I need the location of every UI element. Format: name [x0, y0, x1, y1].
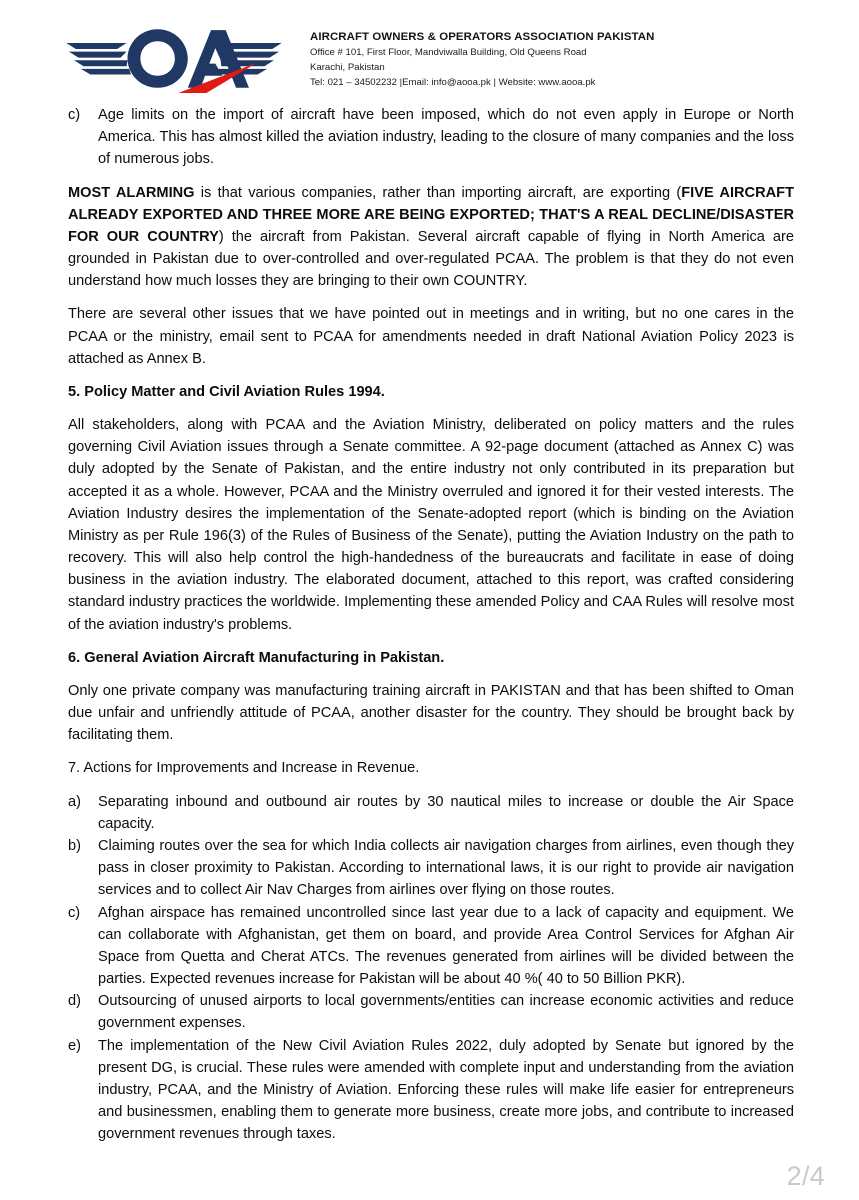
- organization-details: [310, 30, 859, 90]
- most-alarming-text-2: ) the aircraft from Pakistan. Several aircraft capable of flying in North America are grounded in Pakistan due to over-controlled and over-regulated PCAA. The problem is that they do not even understand how much losses they are bringing to their own COUNTRY.: [68, 228, 794, 290]
- most-alarming-lead: MOST ALARMING: [68, 184, 195, 201]
- office-address-line-1: Office # 101, First Floor, Mandviwalla Building, Old Queens Road: [310, 46, 587, 58]
- continued-list: [68, 104, 794, 171]
- office-address-line-2: Karachi, Pakistan: [310, 61, 385, 73]
- list-marker: c): [68, 107, 81, 123]
- most-alarming-text-1: is that various companies, rather than importing aircraft, are exporting (: [194, 184, 682, 201]
- paragraph-section-5: All stakeholders, along with PCAA and the Aviation Ministry, deliberated on policy matters and the rules governing Civil Aviation issues through a Senate committee. A 92-page document (attached as Annex C) was duly adopted by the Senate of Pakistan, and the entire industry not only contributed in its preparation but accepted it as a whole. However, PCAA and the Ministry overruled and ignored it for their vested interests. The Aviation Industry desires the implementation of the Senate-adopted report (which is binding on the Aviation Ministry as per Rule 196(3) of the Rules of Business of the Senate), putting the Aviation Industry on the path to recovery. This will also help control the high-handedness of the bureaucrats and facilitate in ease of doing business in the aviation industry. The elaborated document, attached to this report, was crafted considering standard industry practices the worldwide. Implementing these amended Policy and CAA Rules will resolve most of the aviation industry's problems.: [68, 417, 794, 633]
- list-item: [68, 791, 794, 835]
- list-marker: d): [68, 993, 81, 1010]
- actions-list: [68, 791, 794, 1146]
- list-marker: e): [68, 1037, 81, 1054]
- list-item-text: Outsourcing of unused airports to local governments/entities can increase economic activities and reduce government expenses.: [98, 993, 794, 1032]
- list-item-text: Claiming routes over the sea for which India collects air navigation charges from airlines, even though they pass in closer proximity to Pakistan. According to international laws, it is our right to provide air navigation services and to collect Air Nav Charges from airlines over flying on those routes.: [98, 837, 794, 899]
- contact-line: Tel: 021 – 34502232 |Email: info@aooa.pk | Website: www.aooa.pk: [310, 76, 596, 88]
- list-item-text: Afghan airspace has remained uncontrolled since last year due to a lack of capacity and equipment. We can collaborate with Afghanistan, get them on board, and provide Area Control Services for Afghan Air Space from Quetta and Cherat ATCs. The revenues generated from airlines will be divided between the parties. Expected revenues increase for Pakistan will be about 40 %( 40 to 50 Billion PKR).: [98, 904, 794, 988]
- list-item: [68, 835, 794, 902]
- list-item: [68, 1035, 794, 1146]
- list-item: [68, 902, 794, 991]
- heading-section-7: 7. Actions for Improvements and Increase in Revenue.: [68, 760, 420, 777]
- list-item: [68, 990, 794, 1034]
- paragraph-other-issues: There are several other issues that we have pointed out in meetings and in writing, but no one cares in the PCAA or the ministry, email sent to PCAA for amendments needed in draft National Aviation Policy 2023 is attached as Annex B.: [68, 306, 794, 367]
- list-marker: b): [68, 837, 81, 854]
- list-item-text: Age limits on the import of aircraft have been imposed, which do not even apply in Europe or North America. This has almost killed the aviation industry, leading to the closure of many companies and the loss of numerous jobs.: [98, 107, 794, 168]
- list-item: [68, 104, 794, 171]
- aooa-logo-icon: [62, 24, 286, 93]
- heading-section-5: 5. Policy Matter and Civil Aviation Rules 1994.: [68, 383, 385, 400]
- page-number: 2/4: [786, 1161, 825, 1191]
- most-alarming-emphasis: FIVE AIRCRAFT ALREADY EXPORTED AND THREE MORE ARE BEING EXPORTED; THAT'S A REAL DECLINE/DISASTER FOR OUR COUNTRY: [68, 184, 794, 245]
- list-marker: a): [68, 793, 81, 810]
- list-item-text: Separating inbound and outbound air routes by 30 nautical miles to increase or double the Air Space capacity.: [98, 793, 794, 832]
- document-body: [68, 104, 794, 1145]
- list-marker: c): [68, 904, 81, 921]
- paragraph-section-6: Only one private company was manufacturing training aircraft in PAKISTAN and that has been shifted to Oman due unfair and unfriendly attitude of PCAA, another disaster for the country. They should be brought back by facilitating them.: [68, 682, 794, 744]
- heading-section-6: 6. General Aviation Aircraft Manufacturing in Pakistan.: [68, 649, 445, 666]
- aooa-logo: [62, 24, 300, 93]
- list-item-text: The implementation of the New Civil Aviation Rules 2022, duly adopted by Senate but ignored by the present DG, is crucial. These rules were amended with complete input and understanding from the aviation industry, PCAA, and the Ministry of Aviation. Enforcing these rules will make life easier for entrepreneurs and businessmen, enabling them to generate more business, create more jobs, and contribute to increased government revenues through taxes.: [98, 1037, 794, 1143]
- paragraph-most-alarming: [68, 182, 794, 293]
- organization-name: AIRCRAFT OWNERS & OPERATORS ASSOCIATION PAKISTAN: [310, 31, 655, 43]
- letterhead: [0, 0, 859, 100]
